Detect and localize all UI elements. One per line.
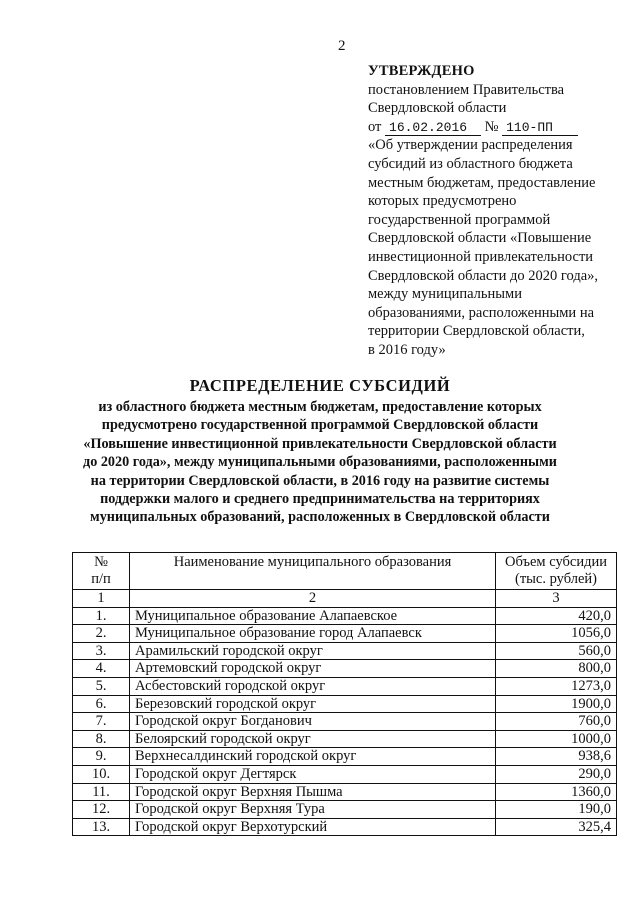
row-amount: 938,6 [496, 748, 617, 766]
heading-line: муниципальных образований, расположенных в Свердловской области [90, 509, 550, 526]
approval-block [368, 62, 630, 360]
table-row [73, 730, 617, 748]
row-name: Асбестовский городской округ [130, 677, 496, 695]
column-index: 3 [496, 590, 617, 608]
page-number: 2 [338, 38, 346, 54]
row-name: Березовский городской округ [130, 695, 496, 713]
header-amount [496, 553, 617, 590]
approval-title: УТВЕРЖДЕНО [368, 63, 475, 79]
row-number: 9. [73, 748, 130, 766]
subsidies-table [72, 552, 617, 836]
header-number [73, 553, 130, 590]
from-label: от [368, 118, 382, 135]
heading-line: на территории Свердловской области, в 2016 году на развитие системы [90, 472, 550, 489]
row-number: 12. [73, 801, 130, 819]
table-row [73, 625, 617, 643]
column-index: 2 [130, 590, 496, 608]
row-amount: 1056,0 [496, 625, 617, 643]
row-name: Городской округ Дегтярск [130, 765, 496, 783]
row-name: Городской округ Верхняя Пышма [130, 783, 496, 801]
row-amount: 1000,0 [496, 730, 617, 748]
row-name: Муниципальное образование город Алапаевск [130, 625, 496, 643]
column-index-row [73, 590, 617, 608]
row-name: Белоярский городской округ [130, 730, 496, 748]
row-name: Городской округ Верхотурский [130, 818, 496, 836]
table-row [73, 818, 617, 836]
approval-line: государственной программой [368, 211, 551, 228]
row-amount: 800,0 [496, 660, 617, 678]
table-row [73, 713, 617, 731]
table-row [73, 660, 617, 678]
approval-line: в 2016 году» [368, 341, 446, 358]
document-heading [30, 376, 610, 527]
table-row [73, 607, 617, 625]
row-number: 7. [73, 713, 130, 731]
row-number: 4. [73, 660, 130, 678]
approval-line: территории Свердловской области, [368, 323, 585, 340]
heading-line: из областного бюджета местным бюджетам, предоставление которых [98, 399, 542, 415]
row-number: 10. [73, 765, 130, 783]
header-number-line1: № [94, 554, 108, 570]
row-amount: 420,0 [496, 607, 617, 625]
row-amount: 760,0 [496, 713, 617, 731]
row-number: 5. [73, 677, 130, 695]
table-row [73, 695, 617, 713]
table-row [73, 748, 617, 766]
approval-line: субсидий из областного бюджета [368, 155, 573, 172]
approval-line: местным бюджетам, предоставление [368, 174, 596, 191]
table-row [73, 642, 617, 660]
row-amount: 560,0 [496, 642, 617, 660]
row-number: 11. [73, 783, 130, 801]
approval-date-row [368, 118, 630, 137]
header-amount-line2: (тыс. рублей) [515, 571, 597, 587]
row-amount: 325,4 [496, 818, 617, 836]
row-number: 2. [73, 625, 130, 643]
row-amount: 1900,0 [496, 695, 617, 713]
heading-line: поддержки малого и среднего предпринимательства на территориях [100, 491, 540, 508]
table-row [73, 801, 617, 819]
row-name: Городской округ Верхняя Тура [130, 801, 496, 819]
approval-line: Свердловской области до 2020 года», [368, 267, 599, 284]
row-number: 8. [73, 730, 130, 748]
table-row [73, 677, 617, 695]
row-name: Арамильский городской округ [130, 642, 496, 660]
row-name: Артемовский городской округ [130, 660, 496, 678]
header-name: Наименование муниципального образования [130, 553, 496, 590]
column-index: 1 [73, 590, 130, 608]
row-amount: 1273,0 [496, 677, 617, 695]
approval-date: 16.02.2016 [385, 121, 481, 136]
row-name: Городской округ Богданович [130, 713, 496, 731]
header-amount-line1: Объем субсидии [505, 554, 607, 570]
row-number: 3. [73, 642, 130, 660]
table-header-row [73, 553, 617, 590]
approval-line: которых предусмотрено [368, 193, 517, 210]
row-amount: 190,0 [496, 801, 617, 819]
row-number: 13. [73, 818, 130, 836]
table-row [73, 783, 617, 801]
header-number-line2: п/п [91, 571, 111, 587]
approval-line: постановлением Правительства [368, 81, 565, 98]
row-amount: 1360,0 [496, 783, 617, 801]
approval-number: 110-ПП [502, 121, 578, 136]
row-number: 6. [73, 695, 130, 713]
approval-line: между муниципальными [368, 286, 522, 303]
approval-line: образованиями, расположенными на [368, 304, 595, 321]
heading-line: «Повышение инвестиционной привлекательности Свердловской области [83, 435, 557, 452]
row-name: Муниципальное образование Алапаевское [130, 607, 496, 625]
row-number: 1. [73, 607, 130, 625]
heading-line: предусмотрено государственной программой Свердловской области [101, 417, 539, 434]
document-title: РАСПРЕДЕЛЕНИЕ СУБСИДИЙ [189, 376, 451, 395]
approval-line: «Об утверждении распределения [368, 137, 573, 154]
approval-line: инвестиционной привлекательности [368, 248, 594, 265]
row-amount: 290,0 [496, 765, 617, 783]
row-name: Верхнесалдинский городской округ [130, 748, 496, 766]
number-label: № [484, 118, 499, 135]
table-row [73, 765, 617, 783]
heading-line: до 2020 года», между муниципальными образованиями, расположенными [83, 454, 557, 471]
approval-line: Свердловской области «Повышение [368, 230, 592, 247]
approval-line: Свердловской области [368, 100, 507, 117]
